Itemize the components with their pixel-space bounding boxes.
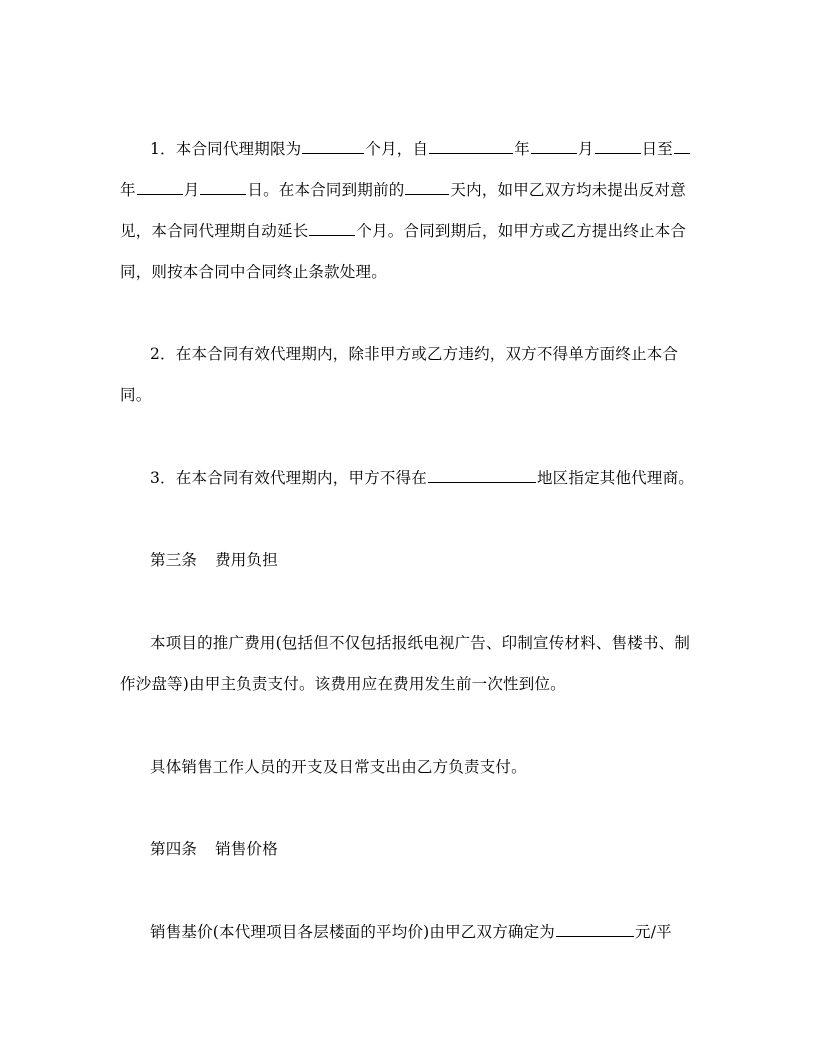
end-year-blank-start — [674, 139, 690, 154]
clause-1-text-b: 个月，自 — [365, 140, 429, 158]
day-to-label: 日至 — [641, 140, 673, 158]
staff-paragraph — [150, 757, 700, 777]
cost-line-2-text: 作沙盘等)由甲主负责支付。该费用应在费用发生前一次性到位。 — [120, 675, 566, 693]
article-3-number: 第三条 — [150, 551, 198, 569]
month-label: 月 — [577, 140, 594, 158]
staff-text: 具体销售工作人员的开支及日常支出由乙方负责支付。 — [150, 758, 527, 776]
end-year-label: 年 — [120, 181, 136, 199]
region-blank — [428, 468, 536, 483]
clause-1-line-2 — [120, 180, 700, 200]
clause-1-line-1 — [150, 139, 700, 159]
start-year-blank — [429, 139, 513, 154]
cost-line-1-text: 本项目的推广费用(包括但不仅包括报纸电视广告、印制宣传材料、售楼书、制 — [150, 634, 691, 652]
end-month-label: 月 — [183, 181, 200, 199]
clause-2-line-2 — [120, 385, 700, 405]
clause-1-line-3 — [120, 221, 700, 241]
cost-line-2 — [120, 674, 700, 694]
clause-1-text-a: 1．本合同代理期限为 — [150, 140, 302, 158]
article-3-heading — [150, 550, 700, 570]
clause-1-line-2-text-c: 日。在本合同到期前的 — [247, 181, 405, 199]
clause-1-line-3-text-a: 见，本合同代理期自动延长 — [120, 222, 309, 240]
days-before-blank — [405, 180, 449, 195]
clause-1-line-2-text-d: 天内，如甲乙双方均未提出反对意 — [450, 181, 686, 199]
start-day-blank — [595, 139, 641, 154]
clause-1-line-4 — [120, 262, 700, 282]
clause-3-line — [150, 468, 700, 488]
price-text-b: 元/平 — [635, 923, 672, 941]
clause-2-line-1-text: 2．在本合同有效代理期内，除非甲方或乙方违约，双方不得单方面终止本合 — [150, 345, 679, 363]
price-text-a: 销售基价(本代理项目各层楼面的平均价)由甲乙双方确定为 — [150, 923, 555, 941]
clause-3-text-a: 3．在本合同有效代理期内，甲方不得在 — [150, 469, 427, 487]
clause-2-line-2-text: 同。 — [120, 386, 152, 404]
article-4-heading — [150, 839, 700, 859]
cost-line-1 — [150, 633, 700, 653]
year-label: 年 — [514, 140, 530, 158]
clause-3-text-b: 地区指定其他代理商。 — [536, 469, 694, 487]
price-blank — [556, 922, 634, 937]
clause-2-line-1 — [150, 344, 700, 364]
price-line — [150, 922, 700, 942]
start-month-blank — [531, 139, 577, 154]
article-3-title: 费用负担 — [215, 551, 278, 569]
end-month-blank — [137, 180, 183, 195]
months-blank — [302, 139, 364, 154]
clause-1-line-4-text: 同，则按本合同中合同终止条款处理。 — [120, 263, 387, 281]
clause-1-line-3-text-b: 个月。合同到期后，如甲方或乙方提出终止本合 — [356, 222, 687, 240]
article-4-title: 销售价格 — [215, 840, 278, 858]
end-day-blank — [200, 180, 246, 195]
article-4-number: 第四条 — [150, 840, 198, 858]
extension-months-blank — [309, 221, 355, 236]
